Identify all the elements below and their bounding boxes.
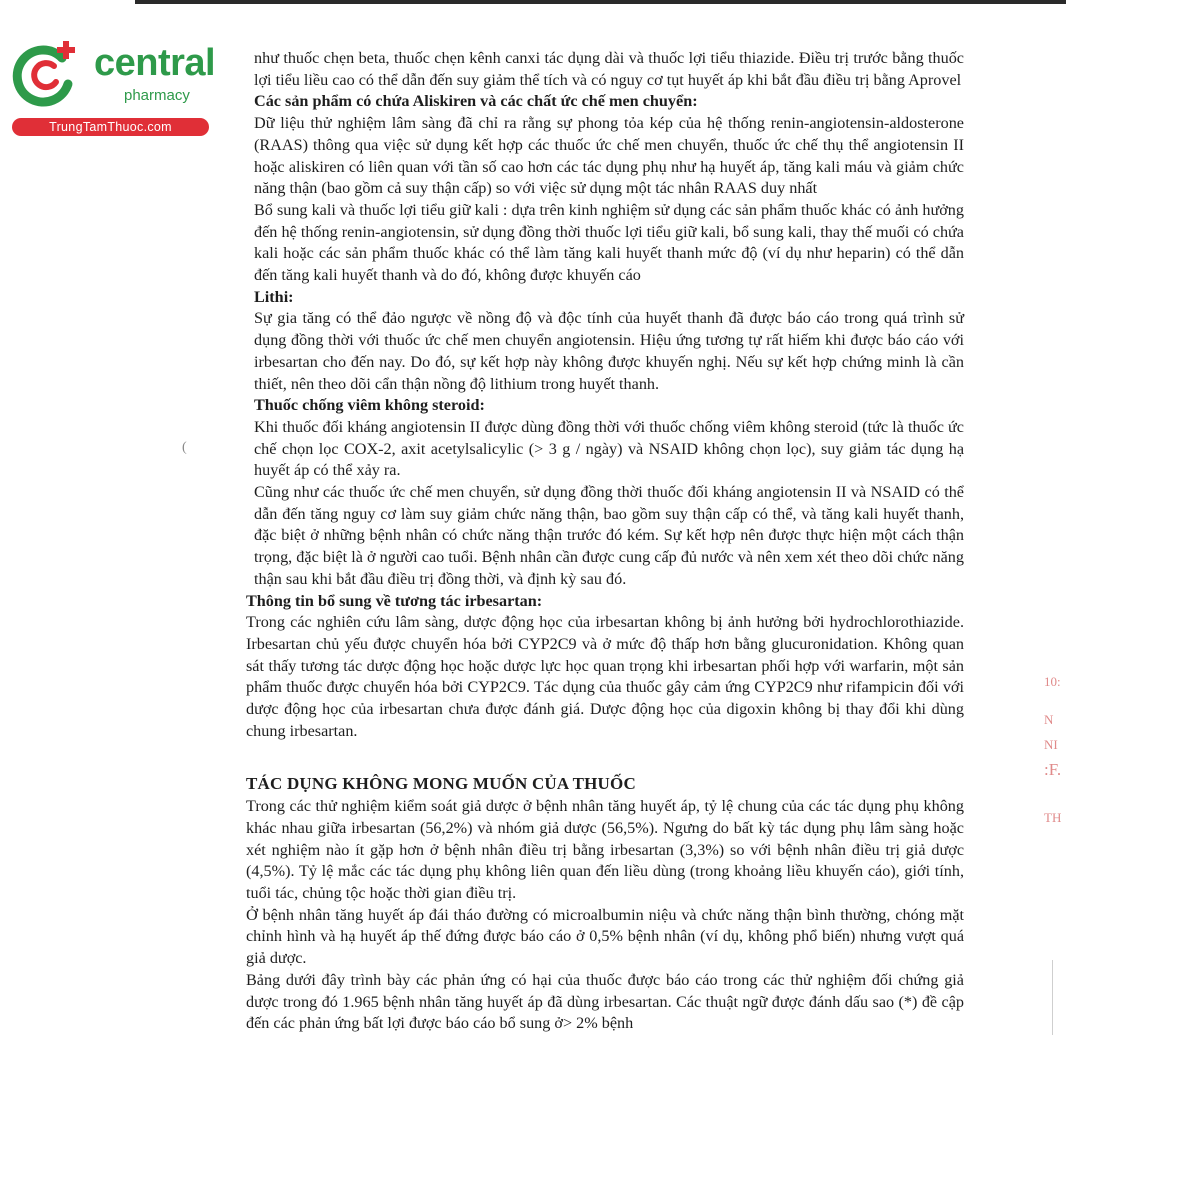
central-pharmacy-logo[interactable] xyxy=(10,38,215,138)
page-edge-line xyxy=(1052,960,1053,1035)
paragraph-nsaid-1: Khi thuốc đối kháng angiotensin II được dùng đồng thời với thuốc chống viêm không steroid (tức là thuốc ức chế chọn lọc COX-2, axit acetylsalicylic (> 3 g / ngày) và NSAID không chọn lọc), suy giảm tác dụng hạ huyết áp có thể xảy ra. xyxy=(254,417,964,480)
margin-stamp-text: N xyxy=(1044,712,1054,727)
paragraph-nsaid-2: Cũng như các thuốc ức chế men chuyển, sử dụng đồng thời thuốc đối kháng angiotensin II và NSAID có thể dẫn đến tăng nguy cơ làm suy giảm chức năng thận, bao gồm suy thận cấp có thể, và tăng kali huyết thanh, đặc biệt ở những bệnh nhân có chức năng thận trước đó kém. Sự kết hợp nên được thực hiện một cách thận trọng, đặc biệt là ở người cao tuổi. Bệnh nhân cần được cung cấp đủ nước và nên xem xét theo dõi chức năng thận sau khi bắt đầu điều trị đồng thời, và định kỳ sau đó. xyxy=(254,483,964,588)
logo-sub-text: pharmacy xyxy=(124,87,190,104)
margin-stamp-text: 10: xyxy=(1044,674,1061,689)
paragraph-side-effects-3: Bảng dưới đây trình bày các phản ứng có hại của thuốc được báo cáo trong các thử nghiệm đối chứng giả dược trong đó 1.965 bệnh nhân tăng huyết áp đã dùng irbesartan. Các thuật ngữ được đánh dấu sao (*) đề cập đến các phản ứng bất lợi được báo cáo bổ sung ở> 2% bệnh xyxy=(246,970,964,1033)
paragraph-irbesartan-info: Trong các nghiên cứu lâm sàng, dược động học của irbesartan không bị ảnh hưởng bởi hydrochlorothiazide. Irbesartan chủ yếu được chuyển hóa bởi CYP2C9 và ở mức độ thấp hơn bằng glucuronidation. Không quan sát thấy tương tác dược động học hoặc dược lực học quan trọng khi irbesartan phối hợp với warfarin, một sản phẩm thuốc được chuyển hóa bởi CYP2C9. Tác dụng của thuốc gây cảm ứng CYP2C9 như rifampicin đối với dược động học của irbesartan chưa được đánh giá. Dược động học của digoxin không bị thay đổi khi dùng chung irbesartan. xyxy=(246,613,964,740)
logo-site-badge: TrungTamThuoc.com xyxy=(12,118,209,136)
heading-lithi: Lithi: xyxy=(254,287,294,306)
margin-stamp-text: TH xyxy=(1044,810,1062,825)
scan-top-border xyxy=(135,0,1066,4)
heading-aliskiren: Các sản phẩm có chứa Aliskiren và các chất ức chế men chuyển: xyxy=(254,92,698,111)
paragraph-side-effects-2: Ở bệnh nhân tăng huyết áp đái tháo đường có microalbumin niệu và chức năng thận bình thường, chóng mặt chỉnh hình và hạ huyết áp thế đứng được báo cáo ở 0,5% bệnh nhân (ví dụ, không phổ biến) nhưng vượt quá giả dược. xyxy=(246,905,964,968)
paragraph-side-effects-1: Trong các thử nghiệm kiểm soát giả dược ở bệnh nhân tăng huyết áp, tỷ lệ chung của các tác dụng phụ không khác nhau giữa irbesartan (56,2%) và nhóm giả dược (56,5%). Ngưng do bất kỳ tác dụng phụ lâm sàng hoặc xét nghiệm nào ít gặp hơn ở bệnh nhân điều trị bằng irbesartan (3,3%) so với bệnh nhân điều trị giả dược (4,5%). Tỷ lệ mắc các tác dụng phụ không liên quan đến liều dùng (trong khoảng liều khuyến cáo), giới tính, tuổi tác, chủng tộc hoặc thời gian điều trị. xyxy=(246,797,964,903)
paragraph-lithi: Sự gia tăng có thể đảo ngược về nồng độ và độc tính của huyết thanh đã được báo cáo trong quá trình sử dụng đồng thời với thuốc ức chế men chuyển angiotensin. Hiệu ứng tương tự rất hiếm khi được báo cáo với irbesartan cho đến nay. Do đó, sự kết hợp này không được khuyến nghị. Nếu sự kết hợp chứng minh là cần thiết, nên theo dõi cẩn thận nồng độ lithium trong huyết thanh. xyxy=(254,309,964,393)
heading-nsaid: Thuốc chống viêm không steroid: xyxy=(254,396,485,415)
logo-brand-text: central xyxy=(94,42,216,84)
paragraph-kali: Bổ sung kali và thuốc lợi tiểu giữ kali : dựa trên kinh nghiệm sử dụng các sản phẩm thuốc khác có ảnh hưởng đến hệ thống renin-angiotensin, sử dụng đồng thời thuốc lợi tiểu giữ kali, bổ sung kali, thay thế muối có chứa kali hoặc các sản phẩm thuốc khác có thể làm tăng kali huyết thanh mức độ (ví dụ như heparin) có thể dẫn đến tăng kali huyết thanh và do đó, không được khuyến cáo xyxy=(254,200,964,285)
heading-irbesartan-info: Thông tin bổ sung về tương tác irbesartan: xyxy=(246,591,543,610)
document-body xyxy=(246,48,964,1035)
paragraph-aliskiren: Dữ liệu thử nghiệm lâm sàng đã chỉ ra rằng sự phong tỏa kép của hệ thống renin-angiotensin-aldosterone (RAAS) thông qua việc sử dụng kết hợp các thuốc ức chế men chuyển, thuốc ức chế thụ thể angiotensin II hoặc aliskiren có liên quan với tần số cao hơn các tác dụng phụ như hạ huyết áp, tăng kali máu và giảm chức năng thận (bao gồm cả suy thận cấp) so với việc sử dụng một tác nhân RAAS duy nhất xyxy=(254,114,964,198)
margin-stamp-text: NI xyxy=(1044,737,1058,752)
section-title-side-effects: TÁC DỤNG KHÔNG MONG MUỐN CỦA THUỐC xyxy=(246,773,636,793)
pharmacy-cross-logo-icon xyxy=(10,38,82,110)
margin-stamp-text: :F. xyxy=(1044,760,1062,779)
paragraph-intro: như thuốc chẹn beta, thuốc chẹn kênh canxi tác dụng dài và thuốc lợi tiểu thiazide. Điều trị trước bằng thuốc lợi tiểu liều cao có thể dẫn đến suy giảm thể tích và có nguy cơ tụt huyết áp khi bắt đầu điều trị bằng Aprovel xyxy=(254,49,964,89)
margin-mark: ( xyxy=(182,440,187,455)
